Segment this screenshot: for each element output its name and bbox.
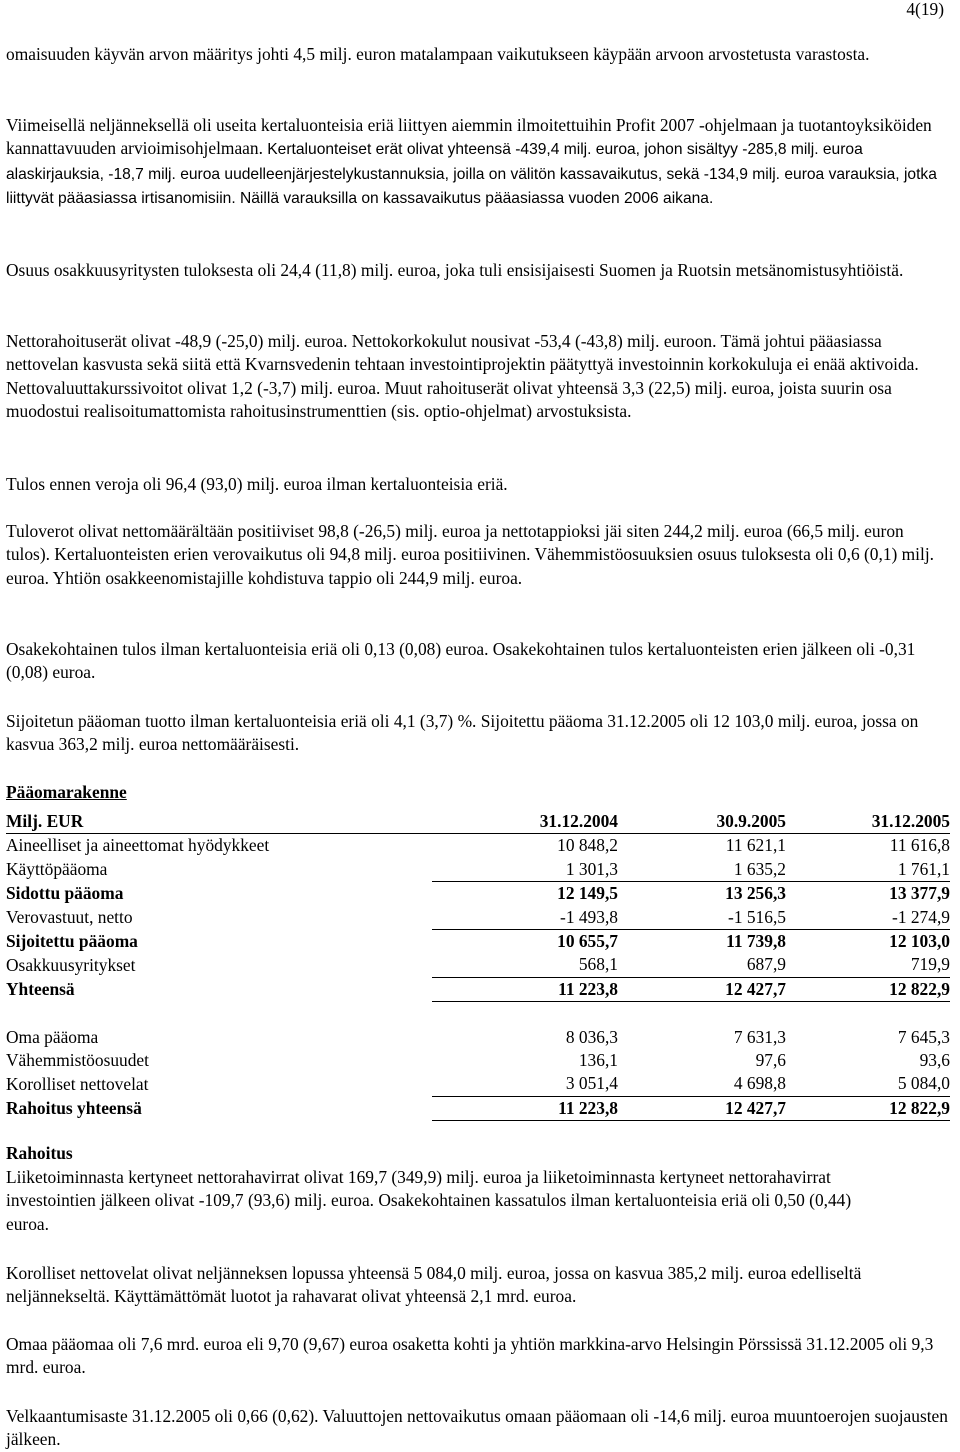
- table-cell: 719,9: [786, 953, 950, 977]
- table-cell: 4 698,8: [618, 1072, 786, 1096]
- row-label: Verovastuut, netto: [6, 906, 133, 927]
- row-label: Sijoitettu pääoma: [6, 930, 138, 951]
- paragraph-profit-before-tax: Tulos ennen veroja oli 96,4 (93,0) milj. euroa ilman kertaluonteisia eriä.: [6, 474, 508, 494]
- table-cell: 7 631,3: [733, 1026, 786, 1047]
- paragraph-financial-items: Nettorahoituserät olivat -48,9 (-25,0) milj. euroa. Nettokorkokulut nousivat -53,4 (-43,8) milj. euroon. Tämä johtui pääasiassa nettovelan kasvusta sekä siitä että Kvarnsvedenin tehtaan investointiprojektin päätyttyä investoinnin korkokuluja ei enää aktivoida. Nettovaluuttakurssivoitot olivat 1,2 (-3,7) milj. euroa. Muut rahoituserät olivat yhteensä 3,3 (22,5) milj. euroa, joista suurin osa muodostui realisoitumattomista rahoitusinstrumenttien (sis. optio-ohjelmat) arvostuksista.: [6, 331, 919, 422]
- row-label: Vähemmistöosuudet: [6, 1049, 149, 1070]
- paragraph-inventory: omaisuuden käyvän arvon määritys johti 4,5 milj. euron matalampaan vaikutukseen käypään arvoon arvostetusta varastosta.: [6, 44, 870, 64]
- table-cell: 11 739,8: [726, 931, 786, 952]
- paragraph-net-debt: Korolliset nettovelat olivat neljänneksen lopussa yhteensä 5 084,0 milj. euroa, jossa on kasvua 385,2 milj. euroa edelliseltä neljännekseltä. Käyttämättömät luotot ja rahavarat olivat yhteensä 2,1 mrd. euroa.: [6, 1263, 862, 1307]
- row-label: Korolliset nettovelat: [6, 1073, 149, 1094]
- table-cell: 11 616,8: [889, 835, 950, 856]
- paragraph-cash-flow: Liiketoiminnasta kertyneet nettorahavirrat olivat 169,7 (349,9) milj. euroa ja liiketoiminnasta kertyneet nettorahavirrat investointien jälkeen olivat -109,7 (93,6) milj. euroa. Osakekohtainen kassatulos ilman kertaluonteisia eriä oli 0,50 (0,44) euroa.: [6, 1167, 852, 1234]
- table-row: [6, 858, 950, 882]
- table-cell: 97,6: [755, 1049, 786, 1070]
- table-cell: -1 516,5: [618, 906, 786, 930]
- row-label: Oma pääoma: [6, 1026, 99, 1047]
- row-label: Rahoitus yhteensä: [6, 1097, 142, 1118]
- table-cell: 136,1: [578, 1049, 618, 1070]
- table-cell: 11 223,8: [432, 1096, 618, 1120]
- table-cell: 8 036,3: [565, 1026, 618, 1047]
- table-cell: 12 427,7: [618, 1096, 786, 1120]
- table-cell: 10 655,7: [557, 931, 618, 952]
- table-spacer-row: [6, 1002, 950, 1026]
- table-cell: 12 103,0: [889, 931, 950, 952]
- table-cell: 687,9: [618, 953, 786, 977]
- table-cell: 1 301,3: [432, 858, 618, 882]
- row-label: Aineelliset ja aineettomat hyödykkeet: [6, 835, 270, 856]
- paragraph-roce: Sijoitetun pääoman tuotto ilman kertaluonteisia eriä oli 4,1 (3,7) %. Sijoitettu pääoma 31.12.2005 oli 12 103,0 milj. euroa, jossa on kasvua 363,2 milj. euroa nettomääräisesti.: [6, 711, 919, 755]
- table-cell: 5 084,0: [786, 1072, 950, 1096]
- financing-heading: Rahoitus: [6, 1143, 73, 1163]
- table-row: [6, 953, 950, 977]
- table-header-cell: Milj. EUR: [6, 810, 432, 834]
- table-cell: 12 822,9: [786, 977, 950, 1001]
- table-cell: 12 149,5: [557, 883, 618, 904]
- table-row: [6, 1096, 950, 1120]
- table-header-cell: 31.12.2005: [786, 810, 950, 834]
- paragraph-eps: Osakekohtainen tulos ilman kertaluonteisia eriä oli 0,13 (0,08) euroa. Osakekohtainen tulos kertaluonteisten erien jälkeen oli -0,31 (0,08) euroa.: [6, 639, 916, 683]
- table-cell: 1 761,1: [786, 858, 950, 882]
- table-row: [6, 1049, 950, 1072]
- table-row: [6, 930, 950, 954]
- row-label: Yhteensä: [6, 978, 75, 999]
- table-row: [6, 834, 950, 858]
- row-label: Sidottu pääoma: [6, 882, 124, 903]
- table-cell: 11 223,8: [432, 977, 618, 1001]
- paragraph-one-off-items: [6, 114, 951, 211]
- table-cell: -1 493,8: [432, 906, 618, 930]
- table-row: [6, 906, 950, 930]
- table-row: [6, 1026, 950, 1049]
- table-cell: 93,6: [919, 1049, 950, 1070]
- row-label: Osakkuusyritykset: [6, 954, 136, 975]
- paragraph-equity: Omaa pääomaa oli 7,6 mrd. euroa eli 9,70 (9,67) euroa osaketta kohti ja yhtiön markkina-arvo Helsingin Pörssissä 31.12.2005 oli 9,3 mrd. euroa.: [6, 1334, 934, 1378]
- table-header-cell: 31.12.2004: [432, 810, 618, 834]
- page-number: 4(19): [906, 0, 944, 19]
- table-header-row: [6, 810, 950, 834]
- paragraph-associates: Osuus osakkuusyritysten tuloksesta oli 24,4 (11,8) milj. euroa, joka tuli ensisijaisesti Suomen ja Ruotsin metsänomistusyhtiöistä.: [6, 260, 904, 280]
- row-label: Käyttöpääoma: [6, 859, 108, 880]
- table-cell: 1 635,2: [618, 858, 786, 882]
- table-cell: 13 377,9: [889, 883, 950, 904]
- table-header-cell: 30.9.2005: [618, 810, 786, 834]
- table-cell: 12 822,9: [786, 1096, 950, 1120]
- table-row: [6, 882, 950, 906]
- table-cell: 11 621,1: [725, 835, 786, 856]
- table-cell: 7 645,3: [897, 1026, 950, 1047]
- table-cell: 10 848,2: [557, 835, 618, 856]
- capital-structure-table: [6, 810, 950, 1121]
- one-off-detail-text: Kertaluonteiset erät olivat yhteensä -439,4 milj. euroa, johon sisältyy -285,8 milj. euroa alaskirjauksia, -18,7 milj. euroa uudelleenjärjestelykustannuksia, joilla on välitön kassavaikutus, sekä -134,9 milj. euroa varauksia, jotka liittyvät pääasiassa irtisanomisiin. Näillä varauksilla on kassavaikutus pääasiassa vuoden 2006 aikana.: [6, 141, 937, 208]
- table-cell: 13 256,3: [725, 883, 786, 904]
- paragraph-gearing: Velkaantumisaste 31.12.2005 oli 0,66 (0,62). Valuuttojen nettovaikutus omaan pääomaan oli -14,6 milj. euroa muuntoerojen suojausten jälkeen.: [6, 1406, 948, 1450]
- table-cell: 568,1: [432, 953, 618, 977]
- one-off-intro-text: Viimeisellä neljänneksellä oli useita kertaluonteisia eriä liittyen aiemmin ilmoitettuihin Profit 2007 -ohjelmaan ja tuotantoyksiköiden kannattavuuden arvioimisohjelmaan.: [6, 115, 932, 159]
- table-cell: 12 427,7: [618, 977, 786, 1001]
- paragraph-taxes: Tuloverot olivat nettomäärältään positiiviset 98,8 (-26,5) milj. euroa ja nettotappioksi jäi siten 244,2 milj. euroa (66,5 milj. euron tulos). Kertaluonteisten erien verovaikutus oli 94,8 milj. euroa positiivinen. Vähemmistöosuuksien osuus tuloksesta oli 0,6 (0,1) milj. euroa. Yhtiön osakkeenomistajille kohdistuva tappio oli 244,9 milj. euroa.: [6, 521, 935, 588]
- table-row: [6, 1072, 950, 1096]
- capital-structure-heading: Pääomarakenne: [6, 782, 127, 802]
- table-row: [6, 977, 950, 1001]
- table-cell: 3 051,4: [432, 1072, 618, 1096]
- table-cell: -1 274,9: [786, 906, 950, 930]
